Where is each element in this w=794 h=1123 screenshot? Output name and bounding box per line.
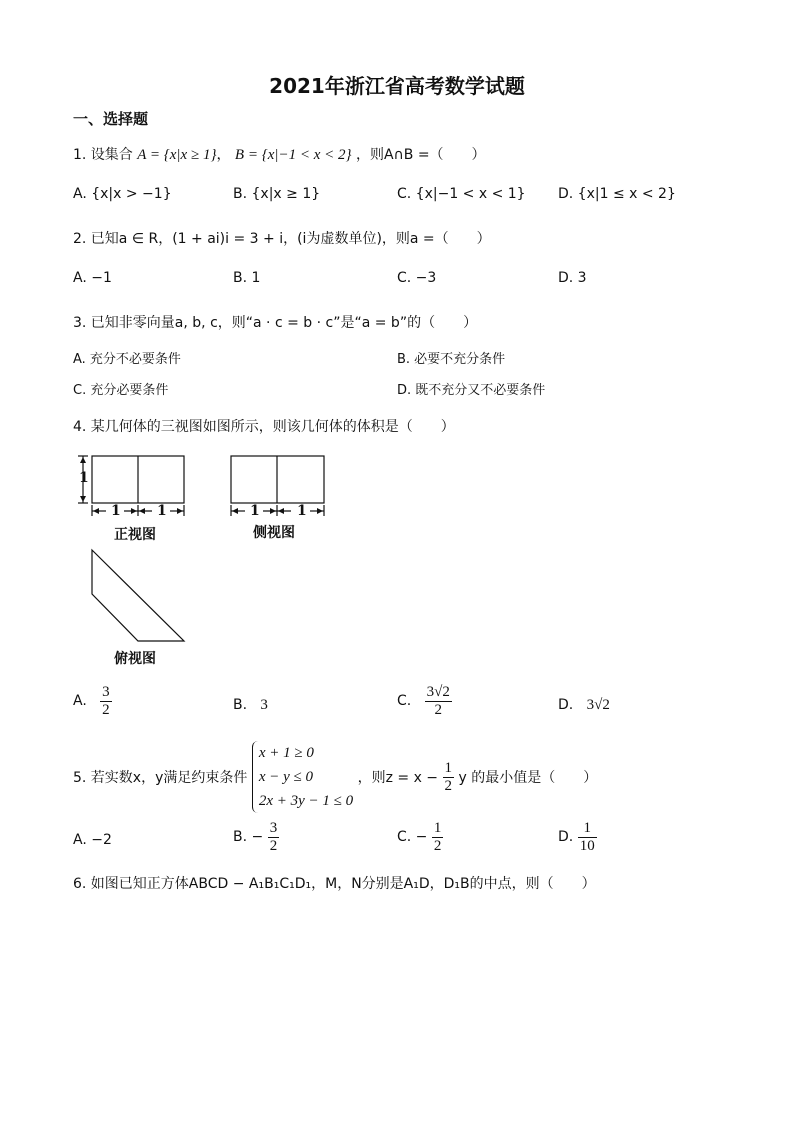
- constraint-2: x − y ≤ 0: [258, 769, 314, 785]
- question-4-stem: 4. 某几何体的三视图如图所示，则该几何体的体积是（ ）: [73, 419, 455, 435]
- q1-option-b[interactable]: B. {x|x ≥ 1}: [233, 186, 321, 202]
- question-6-stem: 6. 如图已知正方体ABCD − A₁B₁C₁D₁，M，N分别是A₁D，D₁B的中点，则（ ）: [73, 876, 596, 892]
- question-3-stem: 3. 已知非零向量a, b, c，则“a · c = b · c”是“a = b”的（ ）: [73, 315, 478, 331]
- front-width-label-2: 1: [157, 503, 167, 519]
- q4-option-d-label: D.: [558, 697, 574, 713]
- denominator: 2: [444, 777, 452, 794]
- q4-option-a[interactable]: [73, 684, 112, 718]
- q1-option-d[interactable]: D. {x|1 ≤ x < 2}: [558, 186, 676, 202]
- constraint-3: 2x + 3y − 1 ≤ 0: [258, 793, 354, 809]
- top-view-trapezoid: [92, 550, 184, 641]
- numerator: 3: [269, 820, 278, 836]
- q4-option-a-label: A.: [73, 693, 87, 709]
- q5-half-fraction: [443, 760, 455, 794]
- q1-option-c[interactable]: C. {x|−1 < x < 1}: [397, 186, 526, 202]
- question-5-stem: [73, 741, 597, 813]
- q1-set-a: A = {x|x ≥ 1}: [137, 147, 217, 163]
- q4-option-d-value: 3√2: [586, 697, 610, 713]
- q5-option-b-label: B. −: [233, 829, 264, 845]
- constraint-system: [252, 741, 353, 813]
- q5-option-b[interactable]: [233, 820, 279, 854]
- numerator: 1: [433, 820, 442, 836]
- q1-stem-pre: 1. 设集合: [73, 147, 133, 163]
- q5-option-c[interactable]: [397, 820, 443, 854]
- q2-option-d[interactable]: D. 3: [558, 270, 587, 286]
- q4-option-c-fraction: [425, 684, 452, 718]
- q3-option-a[interactable]: A. 充分不必要条件: [73, 352, 181, 367]
- denominator: 2: [269, 837, 278, 854]
- q5-option-d-fraction: [578, 820, 597, 854]
- side-view-caption: 侧视图: [253, 525, 295, 541]
- q1-option-a[interactable]: A. {x|x > −1}: [73, 186, 172, 202]
- q5-option-c-label: C. −: [397, 829, 428, 845]
- q5-stem-mid: ，则z = x −: [357, 770, 439, 786]
- height-dimension-label: 1: [79, 470, 89, 486]
- three-view-figure: [70, 448, 340, 673]
- q5-stem-pre: 5. 若实数x，y满足约束条件: [73, 770, 248, 786]
- constraint-1: x + 1 ≥ 0: [258, 745, 314, 761]
- q4-option-a-fraction: [100, 684, 112, 718]
- question-1-stem: [73, 144, 486, 164]
- q4-option-b-value: 3: [260, 697, 268, 713]
- numerator: 1: [444, 760, 452, 776]
- q1-set-b: B = {x|−1 < x < 2}: [234, 147, 352, 163]
- q4-option-c[interactable]: [397, 684, 452, 718]
- side-width-label-1: 1: [250, 503, 260, 519]
- q3-option-c[interactable]: C. 充分必要条件: [73, 383, 169, 398]
- q2-option-b[interactable]: B. 1: [233, 270, 261, 286]
- numerator: 3: [102, 684, 110, 700]
- section-heading: 一、选择题: [73, 110, 149, 128]
- denominator: 10: [579, 837, 595, 854]
- q5-option-a[interactable]: A. −2: [73, 832, 112, 848]
- numerator: 1: [578, 820, 597, 838]
- denominator: 2: [433, 837, 442, 854]
- q5-stem-post: y 的最小值是（ ）: [458, 770, 598, 786]
- front-view-caption: 正视图: [114, 527, 156, 543]
- q4-option-d[interactable]: [558, 697, 610, 714]
- q5-option-d-label: D.: [558, 829, 574, 845]
- q1-stem-post: ，则A∩B =（ ）: [355, 147, 486, 163]
- q4-option-b-label: B.: [233, 697, 248, 713]
- q5-option-b-fraction: [268, 820, 280, 854]
- question-2-stem: 2. 已知a ∈ R，(1 + ai)i = 3 + i，(i为虚数单位)，则a =（ ）: [73, 231, 491, 247]
- q2-option-a[interactable]: A. −1: [73, 270, 112, 286]
- denominator: 2: [434, 701, 442, 718]
- side-width-label-2: 1: [297, 503, 307, 519]
- q3-option-d[interactable]: D. 既不充分又不必要条件: [397, 383, 546, 398]
- numerator: 3√2: [426, 684, 450, 700]
- q4-option-c-label: C.: [397, 693, 412, 709]
- page-title: 2021年浙江省高考数学试题: [269, 74, 525, 98]
- top-view-caption: 俯视图: [114, 651, 156, 667]
- q5-option-d[interactable]: [558, 820, 597, 854]
- denominator: 2: [102, 701, 110, 718]
- front-width-label-1: 1: [111, 503, 121, 519]
- q1-sep: ，: [216, 147, 231, 163]
- q2-option-c[interactable]: C. −3: [397, 270, 437, 286]
- q5-option-c-fraction: [432, 820, 444, 854]
- q4-option-b[interactable]: [233, 697, 268, 714]
- q3-option-b[interactable]: B. 必要不充分条件: [397, 352, 506, 367]
